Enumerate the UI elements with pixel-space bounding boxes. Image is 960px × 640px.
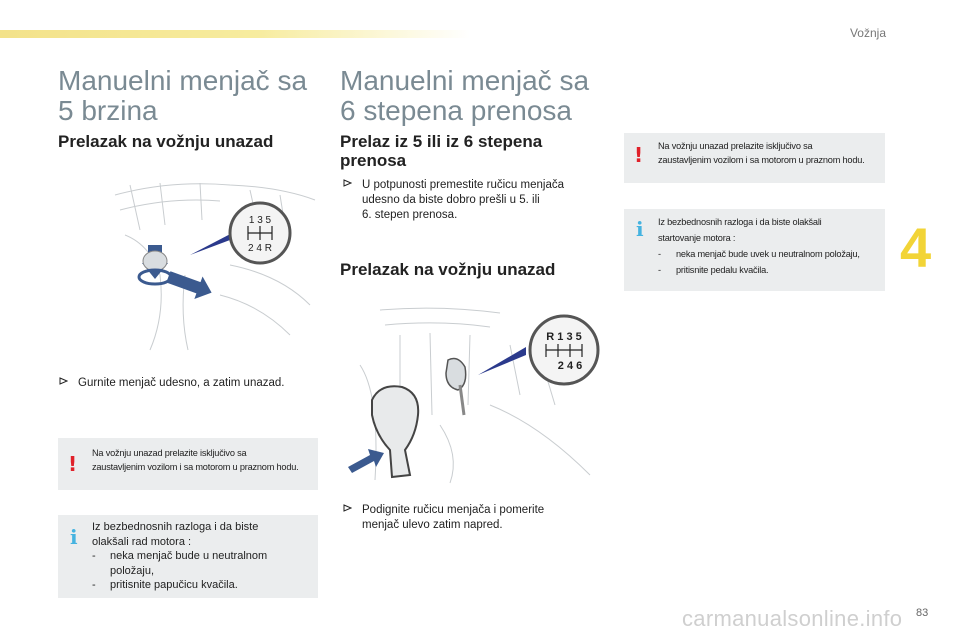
right-warning-text: Na vožnju unazad prelazite isključivo sa zaustavljenim vozilom i sa motorom u praznom hodu. bbox=[658, 141, 865, 165]
middle-subtitle1: Prelaz iz 5 ili iz 6 stepena prenosa bbox=[340, 132, 543, 170]
left-subtitle: Prelazak na vožnju unazad bbox=[58, 132, 274, 151]
left-warning-text: Na vožnju unazad prelazite isključivo sa zaustavljenim vozilom i sa motorom u praznom hodu. bbox=[92, 448, 299, 472]
gear-bottom-labels: 2 4 6 bbox=[557, 360, 583, 372]
gear-top-labels: 1 3 5 bbox=[248, 215, 272, 226]
left-warning-box bbox=[58, 438, 318, 490]
right-warning-box bbox=[624, 133, 885, 183]
left-info-box bbox=[58, 515, 318, 598]
hand-lifting-ring-icon bbox=[372, 386, 418, 477]
info-icon: i bbox=[636, 217, 644, 241]
move-arrow-right-icon bbox=[164, 266, 215, 304]
gear-knob-icon bbox=[143, 251, 167, 271]
gearshift-illustration-6speed bbox=[340, 305, 602, 485]
info-icon: i bbox=[70, 525, 78, 549]
middle-title-line2: 6 stepena prenosa bbox=[340, 95, 572, 126]
right-info-box bbox=[624, 209, 885, 291]
exclamation-icon: ! bbox=[68, 452, 78, 476]
right-info-text: Iz bezbednosnih razloga i da biste olakšali startovanje motora : - neka menjač bude uvek u neutralnom položaju, - pritisnite pedalu kvačila. bbox=[658, 217, 860, 275]
gear-top-labels: R 1 3 5 bbox=[546, 331, 582, 343]
triangle-pointer-icon bbox=[58, 376, 78, 391]
triangle-pointer-icon bbox=[342, 503, 362, 533]
exclamation-icon: ! bbox=[634, 143, 644, 167]
gearshift-illustration-5speed bbox=[110, 175, 320, 355]
left-title-line2: 5 brzina bbox=[58, 95, 158, 126]
middle-title bbox=[340, 66, 589, 126]
gear-knob-icon bbox=[446, 359, 466, 390]
watermark-text: carmanualsonline.info bbox=[682, 606, 903, 631]
middle-title-line1: Manuelni menjač sa bbox=[340, 65, 590, 96]
move-arrow-forward-icon bbox=[348, 449, 384, 473]
left-title-line1: Manuelni menjač sa bbox=[58, 65, 308, 96]
section-label: Vožnja bbox=[849, 26, 886, 40]
page-number: 83 bbox=[916, 607, 929, 619]
left-instruction-text: Gurnite menjač udesno, a zatim unazad. bbox=[78, 377, 285, 389]
chapter-number: 4 bbox=[900, 216, 932, 279]
triangle-pointer-icon bbox=[342, 178, 362, 223]
gear-bottom-labels: 2 4 R bbox=[248, 243, 272, 254]
left-title bbox=[58, 66, 307, 126]
middle-instruction1: U potpunosti premestite ručicu menjača udesno da biste dobro prešli u 5. ili 6. stepen prenosa. bbox=[342, 178, 602, 223]
middle-subtitle2: Prelazak na vožnju unazad bbox=[340, 260, 556, 279]
middle-instruction2: Podignite ručicu menjača i pomerite menjač ulevo zatim napred. bbox=[342, 503, 602, 533]
left-instruction bbox=[58, 376, 318, 391]
header-accent-bar bbox=[0, 30, 470, 38]
left-info-text: Iz bezbednosnih razloga i da biste olakšali rad motora : - neka menjač bude u neutralnom položaju, - pritisnite papučicu kvačila. bbox=[92, 521, 268, 591]
